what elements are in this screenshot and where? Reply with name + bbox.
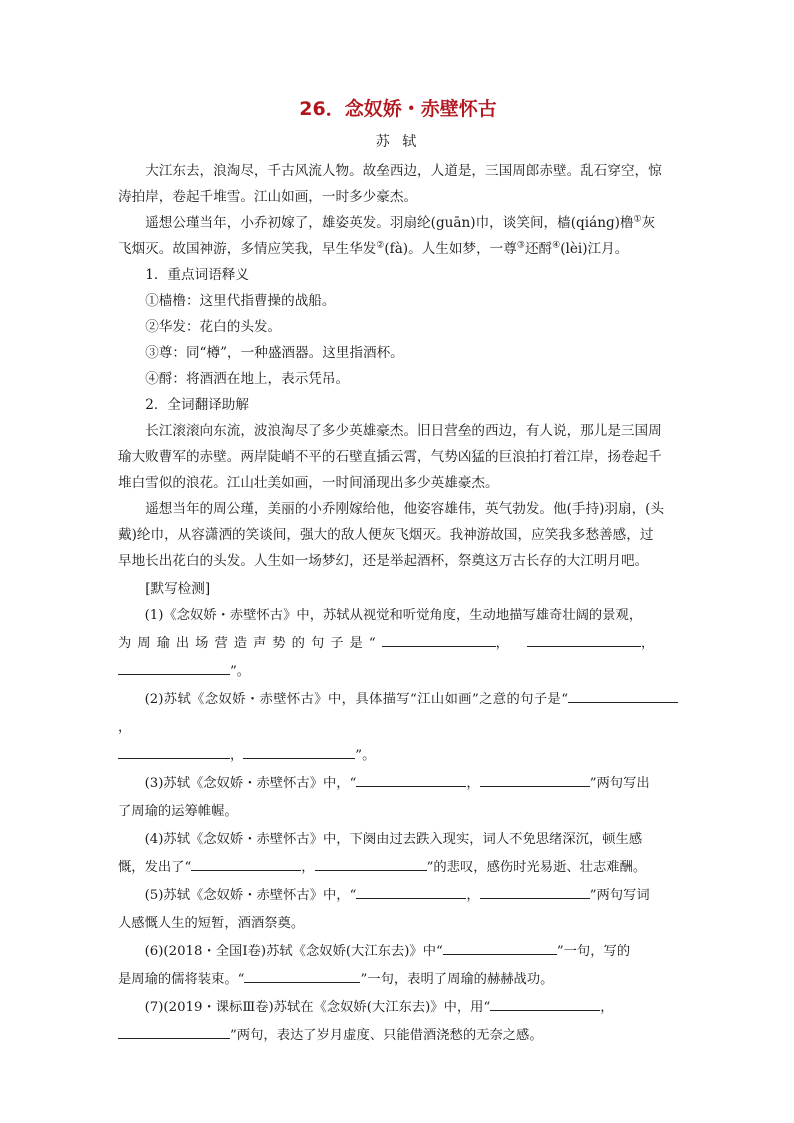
answer-blank[interactable] bbox=[118, 1024, 230, 1039]
section-heading: 2．全词翻译助解 bbox=[145, 397, 249, 413]
question-text: 慨，发出了“ bbox=[118, 860, 192, 875]
poem-paragraph-2 bbox=[118, 210, 678, 262]
answer-blank[interactable] bbox=[191, 856, 301, 871]
question-text: 了周瑜的运筹帷幄。 bbox=[118, 804, 238, 819]
question-text: ”一句，表明了周瑜的赫赫战功。 bbox=[360, 972, 554, 987]
answer-blank[interactable] bbox=[568, 688, 678, 703]
answer-blank[interactable] bbox=[244, 968, 360, 983]
answer-blank[interactable] bbox=[356, 884, 466, 899]
question-text: ”两句，表达了岁月虚度、只能借酒浇愁的无奈之感。 bbox=[230, 1028, 543, 1043]
question-text: (5)苏轼《念奴娇・赤壁怀古》中，“ bbox=[144, 888, 357, 903]
question-text: 为周瑜出场营造声势的句子是“ bbox=[118, 636, 382, 651]
answer-blank[interactable] bbox=[480, 772, 590, 787]
punctuation: ， bbox=[640, 636, 655, 651]
question-text: (3)苏轼《念奴娇・赤壁怀古》中，“ bbox=[144, 776, 357, 791]
question-text: ”。 bbox=[355, 748, 376, 763]
footnote-marker: ② bbox=[376, 240, 385, 251]
page-title: 26．念奴娇・赤壁怀古 bbox=[299, 98, 497, 120]
answer-blank[interactable] bbox=[243, 744, 355, 759]
translation-paragraph-2 bbox=[118, 496, 678, 574]
question-3 bbox=[118, 770, 678, 826]
answer-blank[interactable] bbox=[443, 940, 557, 955]
poem-line: 灰 bbox=[641, 215, 656, 231]
question-text: (4)苏轼《念奴娇・赤壁怀古》中，下阕由过去跌入现实，词人不免思绪深沉，顿生感 bbox=[144, 832, 643, 847]
translation-line: 长江滚滚向东流，波浪淘尽了多少英雄豪杰。旧日营垒的西边，有人说，那儿是三国周 bbox=[145, 423, 662, 439]
question-text: ”一句，写的 bbox=[556, 944, 631, 959]
footnote-marker: ④ bbox=[552, 240, 561, 251]
answer-blank[interactable] bbox=[527, 632, 641, 647]
punctuation: ， bbox=[466, 776, 480, 791]
poem-line: 飞烟灭。故国神游，多情应笑我，早生华发 bbox=[118, 241, 377, 257]
punctuation: ， bbox=[301, 860, 315, 875]
translation-paragraph-1 bbox=[118, 418, 678, 496]
translation-line: 遥想当年的周公瑾，美丽的小乔刚嫁给他，他姿容雄伟，英气勃发。他(手持)羽扇，(头 bbox=[145, 501, 665, 517]
footnote-marker: ③ bbox=[516, 240, 525, 251]
poem-line: 大江东去，浪淘尽，千古风流人物。故垒西边，人道是，三国周郎赤壁。乱石穿空，惊 bbox=[145, 163, 662, 179]
question-text: ”的悲叹，感伤时光易逝、壮志难酬。 bbox=[426, 860, 647, 875]
punctuation: ， bbox=[230, 748, 244, 763]
poem-line: (lèi)江月。 bbox=[560, 241, 629, 257]
note-item: ①樯橹：这里代指曹操的战船。 bbox=[145, 293, 336, 309]
question-2 bbox=[118, 686, 678, 770]
answer-blank[interactable] bbox=[382, 632, 496, 647]
punctuation: ， bbox=[466, 888, 480, 903]
poem-paragraph-1 bbox=[118, 158, 678, 210]
question-1 bbox=[118, 602, 678, 686]
question-text: ”两句写出 bbox=[589, 776, 650, 791]
question-text: ”。 bbox=[230, 664, 251, 679]
note-item: ②华发：花白的头发。 bbox=[145, 319, 282, 335]
poem-line: 遥想公瑾当年，小乔初嫁了，雄姿英发。羽扇纶(guān)巾，谈笑间，樯(qiánɡ)橹 bbox=[145, 215, 634, 231]
poem-line: 还酹 bbox=[524, 241, 553, 257]
answer-blank[interactable] bbox=[315, 856, 427, 871]
answer-blank[interactable] bbox=[480, 884, 590, 899]
note-item: ③尊：同“樽”，一种盛酒器。这里指酒杯。 bbox=[145, 345, 404, 361]
question-4 bbox=[118, 826, 678, 882]
word-notes-section bbox=[118, 262, 678, 392]
question-text: 是周瑜的儒将装束。“ bbox=[118, 972, 245, 987]
answer-blank[interactable] bbox=[118, 660, 230, 675]
question-6 bbox=[118, 938, 678, 994]
section-heading: [默写检测] bbox=[145, 581, 211, 597]
document-page bbox=[118, 96, 678, 1050]
answer-blank[interactable] bbox=[118, 744, 230, 759]
poem-line: 涛拍岸，卷起千堆雪。江山如画，一时多少豪杰。 bbox=[118, 189, 418, 205]
poem-text bbox=[118, 158, 678, 262]
question-text: 人感慨人生的短暂，酒酒祭奠。 bbox=[118, 916, 305, 931]
question-7 bbox=[118, 994, 678, 1050]
poem-line: (fà)。人生如梦，一尊 bbox=[384, 241, 517, 257]
note-item: ④酹：将酒洒在地上，表示凭吊。 bbox=[145, 371, 350, 387]
question-text: (1)《念奴娇・赤壁怀古》中，苏轼从视觉和听觉角度，生动地描写雄奇壮阔的景观， bbox=[144, 608, 643, 623]
punctuation: ， bbox=[600, 1000, 614, 1015]
question-text: ”两句写词 bbox=[589, 888, 650, 903]
translation-line: 瑜大败曹军的赤壁。两岸陡峭不平的石壁直插云霄，气势凶猛的巨浪拍打着江岸，扬卷起千 bbox=[118, 449, 662, 465]
translation-section bbox=[118, 392, 678, 574]
question-text: (6)(2018・全国Ⅰ卷)苏轼《念奴娇(大江东去)》中“ bbox=[144, 944, 443, 959]
dictation-section bbox=[118, 576, 678, 1050]
footnote-marker: ① bbox=[633, 214, 642, 225]
answer-blank[interactable] bbox=[490, 996, 600, 1011]
punctuation: ， bbox=[118, 720, 132, 735]
translation-line: 戴)纶巾，从容潇洒的笑谈间，强大的敌人便灰飞烟灭。我神游故国，应笑我多愁善感，过 bbox=[118, 527, 654, 543]
section-heading: 1．重点词语释义 bbox=[145, 267, 249, 283]
translation-line: 早地长出花白的头发。人生如一场梦幻，还是举起酒杯，祭奠这万古长存的大江明月吧。 bbox=[118, 553, 649, 569]
question-text: (7)(2019・课标Ⅲ卷)苏轼在《念奴娇(大江东去)》中，用“ bbox=[144, 1000, 491, 1015]
question-text: (2)苏轼《念奴娇・赤壁怀古》中，具体描写“江山如画”之意的句子是“ bbox=[144, 692, 568, 707]
answer-blank[interactable] bbox=[356, 772, 466, 787]
translation-line: 堆白雪似的浪花。江山壮美如画，一时间涌现出多少英雄豪杰。 bbox=[118, 475, 499, 491]
question-5 bbox=[118, 882, 678, 938]
punctuation: ， bbox=[495, 636, 509, 651]
author-name: 苏 轼 bbox=[375, 134, 421, 150]
